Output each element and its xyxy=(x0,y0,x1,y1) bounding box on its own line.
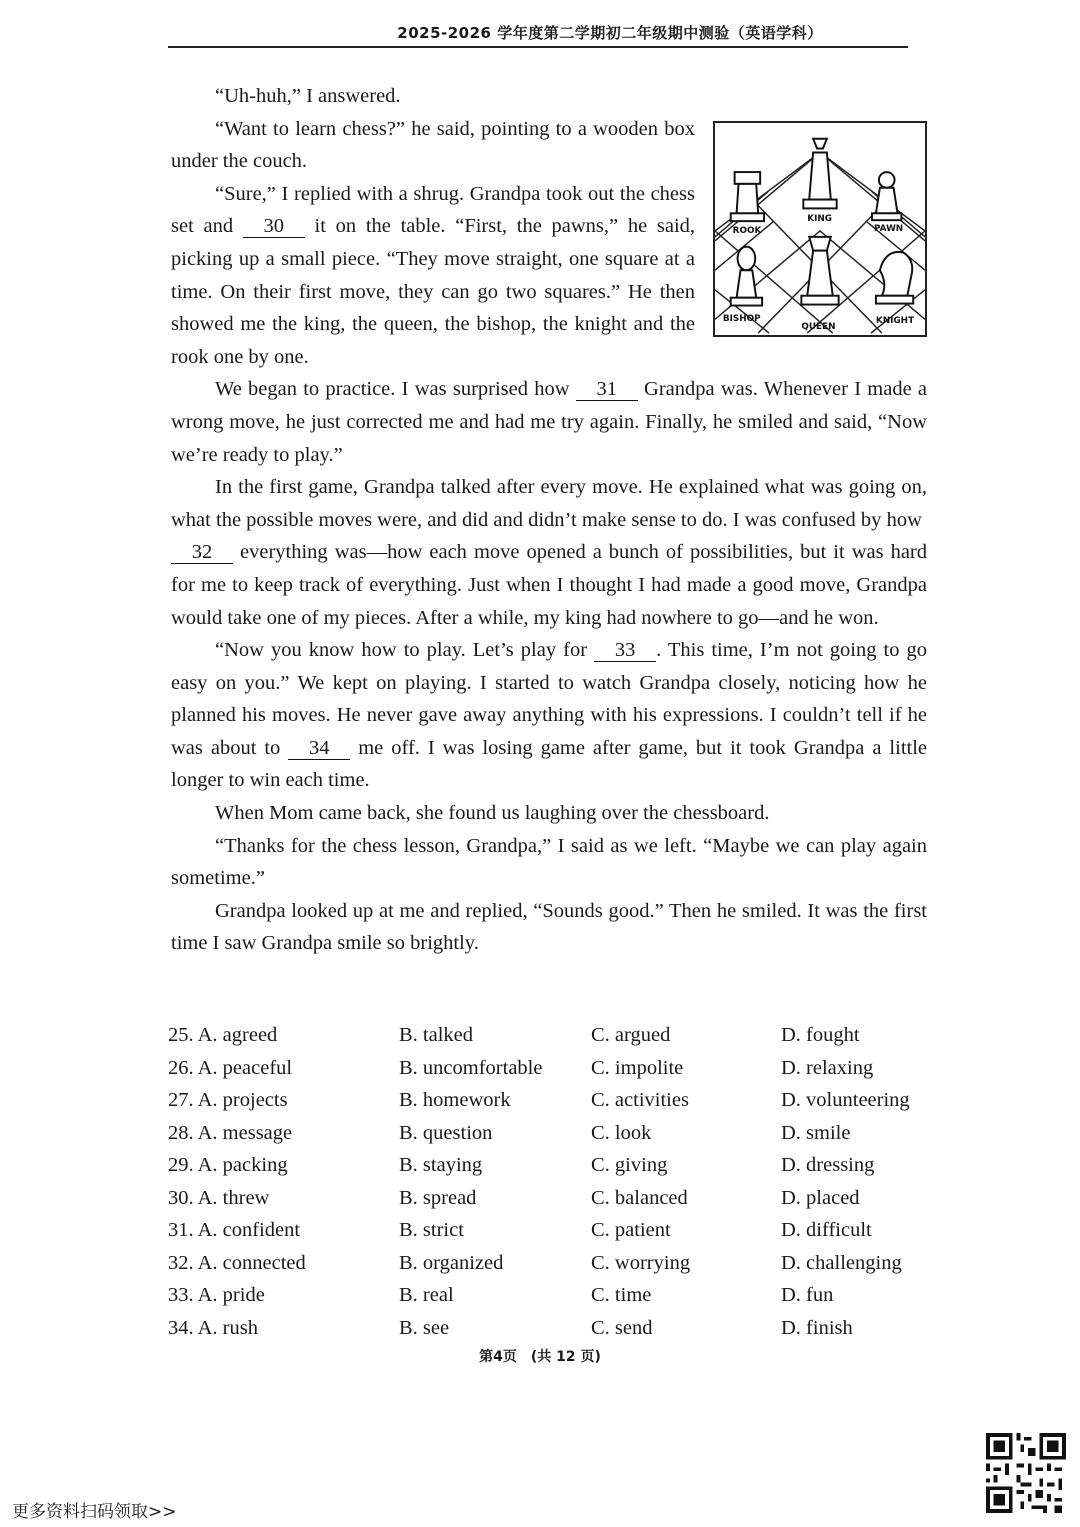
option-b: B. organized xyxy=(399,1251,504,1274)
option-row-30 xyxy=(168,1187,928,1220)
option-a: 31. A. confident xyxy=(168,1219,301,1241)
passage-paragraph-6 xyxy=(171,634,927,797)
passage-paragraph-5 xyxy=(171,471,927,634)
passage-paragraph-7: When Mom came back, she found us laughing over the chessboard. xyxy=(215,802,770,825)
option-d: D. finish xyxy=(781,1316,853,1339)
option-b: B. uncomfortable xyxy=(399,1056,543,1079)
option-row-26 xyxy=(168,1057,928,1090)
chess-pieces-figure xyxy=(713,121,927,337)
option-c: C. look xyxy=(591,1121,652,1144)
pawn-label: PAWN xyxy=(873,223,904,234)
option-d: D. fought xyxy=(781,1024,860,1046)
option-b: B. question xyxy=(399,1121,493,1144)
option-c: C. send xyxy=(591,1316,653,1339)
queen-label: QUEEN xyxy=(801,321,836,332)
chess-board-illustration xyxy=(715,123,925,335)
option-b: B. talked xyxy=(399,1024,474,1046)
option-row-28 xyxy=(168,1122,928,1155)
option-row-32 xyxy=(168,1252,928,1285)
option-b: B. strict xyxy=(399,1219,464,1241)
blank-33: 33 xyxy=(594,639,656,662)
option-row-27 xyxy=(168,1089,928,1122)
option-a: 32. A. connected xyxy=(168,1251,306,1274)
rook-piece xyxy=(735,172,761,184)
option-c: C. impolite xyxy=(591,1056,684,1079)
header-rule xyxy=(168,46,908,48)
passage-paragraph-2: “Want to learn chess?” he said, pointing to a wooden box under the couch. xyxy=(171,117,695,173)
answer-options xyxy=(168,1024,928,1349)
option-a: 29. A. packing xyxy=(168,1154,288,1176)
option-d: D. volunteering xyxy=(781,1089,910,1111)
option-a: 33. A. pride xyxy=(168,1284,265,1306)
option-c: C. activities xyxy=(591,1089,689,1111)
passage-text: In the first game, Grandpa talked after every move. He explained what was going on, what the possible moves were, and did and didn’t make sense to do. I was confused by how xyxy=(171,476,927,531)
option-row-33 xyxy=(168,1284,928,1317)
option-c: C. giving xyxy=(591,1154,668,1176)
knight-piece xyxy=(880,252,912,296)
pawn-piece xyxy=(879,172,895,188)
passage-text: . This time, I’m not going to go easy on you.” We kept on playing. I started to watch Grandpa closely, noticing how he planned his moves. He never gave away anything with his expressions. I couldn’t tell if he was about to xyxy=(171,639,927,759)
option-d: D. fun xyxy=(781,1284,834,1306)
bishop-piece xyxy=(738,246,756,270)
king-label: KING xyxy=(807,213,833,224)
option-c: C. patient xyxy=(591,1219,671,1241)
passage-text: “Sure,” I replied with a shrug. Grandpa took out the chess set and xyxy=(171,182,695,238)
rook-body xyxy=(737,183,759,212)
exam-header-title: 2025-2026 学年度第二学期初二年级期中测验（英语学科） xyxy=(397,24,823,42)
option-row-29 xyxy=(168,1154,928,1187)
option-a: 34. A. rush xyxy=(168,1316,258,1339)
option-row-34 xyxy=(168,1317,928,1350)
passage-paragraph-9: Grandpa looked up at me and replied, “Sounds good.” Then he smiled. It was the first time I saw Grandpa smile so brightly. xyxy=(171,899,927,955)
option-d: D. smile xyxy=(781,1121,851,1144)
option-c: C. time xyxy=(591,1284,652,1306)
option-row-25 xyxy=(168,1024,928,1057)
passage-text: “Now you know how to play. Let’s play for xyxy=(215,639,588,662)
passage-text: everything was—how each move opened a bunch of possibilities, but it was hard for me to keep track of everything. Just when I thought I had made a good move, Grandpa would take one of my pieces. After a while, my king had nowhere to go—and he won. xyxy=(171,541,928,629)
option-b: B. see xyxy=(399,1316,450,1339)
option-a: 27. A. projects xyxy=(168,1089,288,1111)
option-d: D. placed xyxy=(781,1186,860,1209)
bishop-label: BISHOP xyxy=(722,313,761,324)
option-c: C. argued xyxy=(591,1024,671,1046)
option-d: D. relaxing xyxy=(781,1056,874,1079)
option-row-31 xyxy=(168,1219,928,1252)
reading-passage xyxy=(171,80,927,960)
option-a: 30. A. threw xyxy=(168,1186,270,1209)
option-b: B. staying xyxy=(399,1154,483,1176)
option-c: C. worrying xyxy=(591,1251,691,1274)
option-b: B. real xyxy=(399,1284,454,1306)
passage-paragraph-8: “Thanks for the chess lesson, Grandpa,” I said as we left. “Maybe we can play again sometime.” xyxy=(171,834,927,890)
passage-text: Grandpa was. Whenever I made a wrong move, he just corrected me and had me try again. Finally, he smiled and said, “Now we’re ready to play.” xyxy=(171,378,928,466)
blank-34: 34 xyxy=(288,737,350,760)
qr-code-icon[interactable] xyxy=(986,1433,1066,1513)
passage-text: me off. I was losing game after game, but it took Grandpa a little longer to win each time. xyxy=(171,736,928,792)
option-a: 28. A. message xyxy=(168,1121,293,1144)
option-a: 26. A. peaceful xyxy=(168,1056,293,1079)
blank-31: 31 xyxy=(576,378,638,401)
king-piece xyxy=(813,138,827,148)
queen-piece xyxy=(809,236,831,250)
rook-label: ROOK xyxy=(732,225,762,236)
option-c: C. balanced xyxy=(591,1186,688,1209)
option-a: 25. A. agreed xyxy=(168,1024,278,1046)
option-b: B. spread xyxy=(399,1186,477,1209)
passage-text: We began to practice. I was surprised how xyxy=(215,378,570,401)
blank-32: 32 xyxy=(171,541,233,564)
option-d: D. challenging xyxy=(781,1251,902,1274)
option-b: B. homework xyxy=(399,1089,511,1111)
option-d: D. difficult xyxy=(781,1219,872,1241)
blank-30: 30 xyxy=(243,215,305,238)
page-number: 第4页 (共 12 页) xyxy=(479,1349,601,1365)
passage-paragraph-1: “Uh-huh,” I answered. xyxy=(215,85,401,107)
passage-text: it on the table. “First, the pawns,” he said, picking up a small piece. “They move straight, one square at a time. On their first move, they can go two squares.” He then showed me the king, the queen, the bishop, the knight and the rook one by one. xyxy=(171,215,696,368)
option-d: D. dressing xyxy=(781,1154,875,1176)
passage-paragraph-4 xyxy=(171,373,927,471)
knight-label: KNIGHT xyxy=(875,315,915,326)
more-resources-link[interactable]: 更多资料扫码领取>> xyxy=(12,1502,177,1522)
